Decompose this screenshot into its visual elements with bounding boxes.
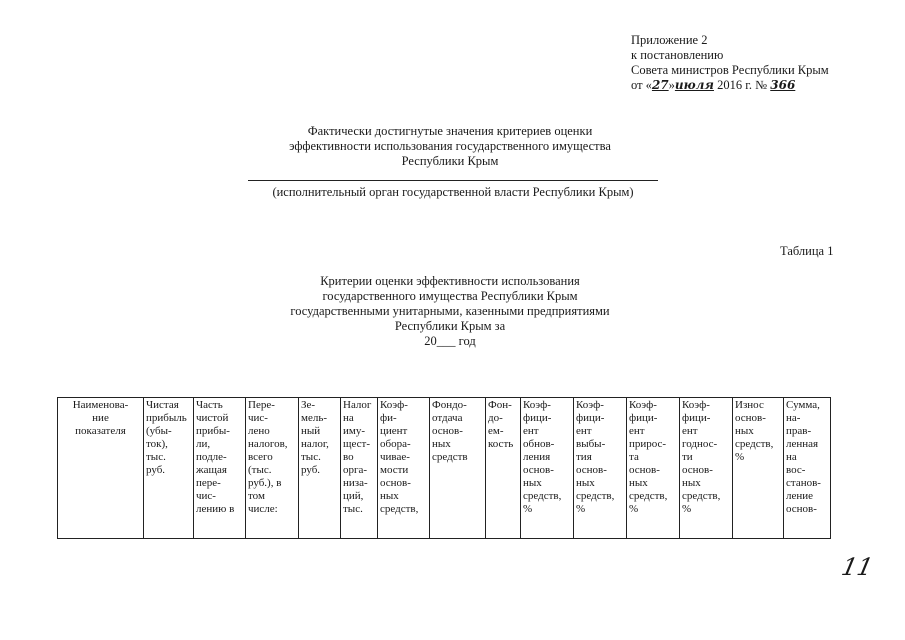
decree-number: 366	[770, 78, 796, 92]
date-year: 2016 г. №	[713, 78, 771, 92]
title-line-3: Республики Крым	[401, 154, 499, 168]
document-title	[250, 124, 650, 169]
col-header: Чистая прибыль (убы- ток), тыс. руб.	[144, 398, 194, 539]
criteria-line-4: Республики Крым за	[394, 319, 506, 333]
appendix-line-1: Приложение 2	[631, 33, 708, 47]
title-line-2: эффективности использования государственного имущества	[289, 139, 611, 153]
criteria-heading	[250, 274, 650, 349]
col-header: Коэф- фици- ент годнос- ти основ- ных средств, %	[680, 398, 733, 539]
org-caption: (исполнительный орган государственной власти Республики Крым)	[272, 185, 634, 199]
col-header: Износ основ- ных средств, %	[733, 398, 784, 539]
appendix-line-2: к постановлению	[631, 48, 724, 62]
criteria-line-2: государственного имущества Республики Крым	[322, 289, 578, 303]
appendix-block	[631, 33, 829, 93]
col-header: Наименова- ние показателя	[58, 398, 144, 539]
table-header-row	[58, 398, 831, 539]
handwritten-page-number: 11	[839, 553, 876, 581]
appendix-line-3: Совета министров Республики Крым	[631, 63, 829, 77]
col-header: Коэф- фици- ент обнов- ления основ- ных средств, %	[521, 398, 574, 539]
date-prefix: от «	[631, 78, 652, 92]
col-header: Фондо- отдача основ- ных средств	[430, 398, 486, 539]
col-header: Фон- до- ем- кость	[486, 398, 521, 539]
col-header: Налог на иму- щест- во орга- низа- ций, тыс.	[341, 398, 378, 539]
col-header: Коэф- фи- циент обора- чивае- мости основ- ных средств,	[378, 398, 430, 539]
title-line-1: Фактически достигнутые значения критериев оценки	[307, 124, 593, 138]
date-mid: »	[668, 78, 675, 92]
table-label: Таблица 1	[780, 244, 834, 258]
criteria-line-5: 20___ год	[424, 334, 476, 348]
criteria-table	[57, 397, 831, 539]
appendix-date-line	[631, 78, 829, 93]
col-header: Сумма, на- прав- ленная на вос- станов- ление основ-	[784, 398, 831, 539]
criteria-line-1: Критерии оценки эффективности использования	[320, 274, 580, 288]
criteria-line-3: государственными унитарными, казенными предприятиями	[290, 304, 610, 318]
col-header: Зе- мель- ный налог, тыс. руб.	[299, 398, 341, 539]
col-header: Коэф- фици- ент прирос- та основ- ных средств, %	[627, 398, 680, 539]
date-month: июля	[674, 78, 714, 92]
date-day: 27	[651, 78, 669, 92]
org-fill-line	[248, 180, 658, 181]
col-header: Коэф- фици- ент выбы- тия основ- ных средств, %	[574, 398, 627, 539]
col-header: Пере- чис- лено налогов, всего (тыс. руб.), в том числе:	[246, 398, 299, 539]
col-header: Часть чистой прибы- ли, подле- жащая пере- чис- лению в	[194, 398, 246, 539]
